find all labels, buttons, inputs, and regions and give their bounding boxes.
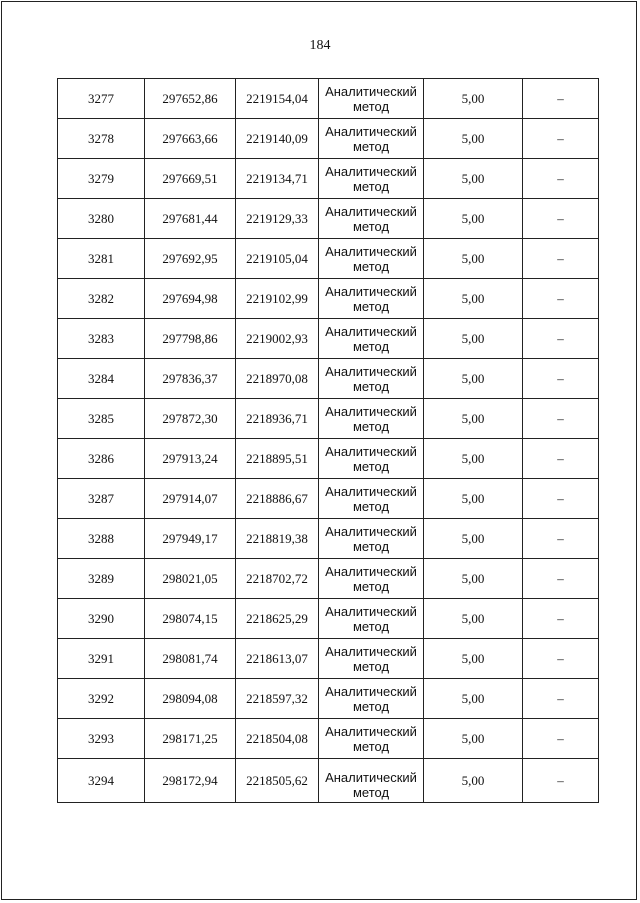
table-row [58, 79, 599, 119]
method-line1: Аналитический [325, 563, 417, 579]
table-row [58, 279, 599, 319]
method-cell [319, 599, 424, 639]
y-coordinate-cell: 2218597,32 [236, 679, 319, 719]
point-id-cell: 3289 [58, 559, 145, 599]
table-row [58, 199, 599, 239]
y-coordinate-cell: 2219154,04 [236, 79, 319, 119]
x-coordinate-cell: 298021,05 [145, 559, 236, 599]
method-cell [319, 519, 424, 559]
y-coordinate-cell: 2219129,33 [236, 199, 319, 239]
method-cell [319, 679, 424, 719]
point-id-cell: 3278 [58, 119, 145, 159]
method-cell [319, 279, 424, 319]
method-line2: метод [352, 578, 390, 594]
table-row [58, 599, 599, 639]
error-cell: 5,00 [424, 679, 523, 719]
method-cell [319, 159, 424, 199]
table-row [58, 359, 599, 399]
method-line2: метод [352, 458, 390, 474]
note-cell: – [523, 719, 599, 759]
error-cell: 5,00 [424, 639, 523, 679]
y-coordinate-cell: 2218886,67 [236, 479, 319, 519]
method-line1: Аналитический [325, 363, 417, 379]
error-cell: 5,00 [424, 199, 523, 239]
method-line2: метод [352, 498, 390, 514]
x-coordinate-cell: 297914,07 [145, 479, 236, 519]
point-id-cell: 3291 [58, 639, 145, 679]
point-id-cell: 3279 [58, 159, 145, 199]
table-row [58, 559, 599, 599]
method-line1: Аналитический [325, 769, 417, 785]
method-cell [319, 359, 424, 399]
method-cell [319, 479, 424, 519]
error-cell: 5,00 [424, 239, 523, 279]
method-line1: Аналитический [325, 83, 417, 99]
method-line1: Аналитический [325, 243, 417, 259]
method-line2: метод [352, 418, 390, 434]
y-coordinate-cell: 2218936,71 [236, 399, 319, 439]
x-coordinate-cell: 297798,86 [145, 319, 236, 359]
note-cell: – [523, 79, 599, 119]
y-coordinate-cell: 2219102,99 [236, 279, 319, 319]
method-line1: Аналитический [325, 163, 417, 179]
method-cell [319, 79, 424, 119]
point-id-cell: 3282 [58, 279, 145, 319]
note-cell: – [523, 759, 599, 803]
y-coordinate-cell: 2219134,71 [236, 159, 319, 199]
table-row [58, 319, 599, 359]
method-line1: Аналитический [325, 203, 417, 219]
y-coordinate-cell: 2218625,29 [236, 599, 319, 639]
table-row [58, 719, 599, 759]
table-row [58, 639, 599, 679]
note-cell: – [523, 679, 599, 719]
method-cell [319, 119, 424, 159]
error-cell: 5,00 [424, 319, 523, 359]
method-cell [319, 319, 424, 359]
error-cell: 5,00 [424, 79, 523, 119]
x-coordinate-cell: 297669,51 [145, 159, 236, 199]
method-line2: метод [352, 738, 390, 754]
method-line1: Аналитический [325, 403, 417, 419]
point-id-cell: 3286 [58, 439, 145, 479]
table-row [58, 679, 599, 719]
x-coordinate-cell: 297663,66 [145, 119, 236, 159]
method-line1: Аналитический [325, 323, 417, 339]
point-id-cell: 3294 [58, 759, 145, 803]
point-id-cell: 3290 [58, 599, 145, 639]
point-id-cell: 3280 [58, 199, 145, 239]
method-line1: Аналитический [325, 123, 417, 139]
error-cell: 5,00 [424, 759, 523, 803]
method-line2: метод [352, 298, 390, 314]
error-cell: 5,00 [424, 159, 523, 199]
x-coordinate-cell: 297872,30 [145, 399, 236, 439]
note-cell: – [523, 439, 599, 479]
y-coordinate-cell: 2218504,08 [236, 719, 319, 759]
table-row [58, 159, 599, 199]
error-cell: 5,00 [424, 719, 523, 759]
method-line1: Аналитический [325, 643, 417, 659]
note-cell: – [523, 279, 599, 319]
point-id-cell: 3283 [58, 319, 145, 359]
table-row [58, 239, 599, 279]
x-coordinate-cell: 297913,24 [145, 439, 236, 479]
table-body [58, 79, 599, 803]
error-cell: 5,00 [424, 279, 523, 319]
error-cell: 5,00 [424, 519, 523, 559]
point-id-cell: 3285 [58, 399, 145, 439]
method-line1: Аналитический [325, 443, 417, 459]
method-line1: Аналитический [325, 723, 417, 739]
note-cell: – [523, 559, 599, 599]
method-line2: метод [352, 378, 390, 394]
error-cell: 5,00 [424, 559, 523, 599]
method-line2: метод [352, 138, 390, 154]
y-coordinate-cell: 2218819,38 [236, 519, 319, 559]
method-cell [319, 759, 424, 803]
method-line2: метод [352, 338, 390, 354]
method-cell [319, 439, 424, 479]
method-cell [319, 639, 424, 679]
table-row [58, 479, 599, 519]
point-id-cell: 3292 [58, 679, 145, 719]
error-cell: 5,00 [424, 599, 523, 639]
table-row [58, 519, 599, 559]
coordinates-table [57, 78, 599, 803]
method-cell [319, 399, 424, 439]
note-cell: – [523, 399, 599, 439]
point-id-cell: 3284 [58, 359, 145, 399]
method-line2: метод [352, 784, 390, 800]
error-cell: 5,00 [424, 479, 523, 519]
y-coordinate-cell: 2218505,62 [236, 759, 319, 803]
error-cell: 5,00 [424, 359, 523, 399]
method-line2: метод [352, 658, 390, 674]
y-coordinate-cell: 2219140,09 [236, 119, 319, 159]
note-cell: – [523, 599, 599, 639]
table-row [58, 439, 599, 479]
x-coordinate-cell: 297694,98 [145, 279, 236, 319]
method-cell [319, 559, 424, 599]
method-line1: Аналитический [325, 283, 417, 299]
method-line2: метод [352, 218, 390, 234]
y-coordinate-cell: 2218702,72 [236, 559, 319, 599]
note-cell: – [523, 119, 599, 159]
y-coordinate-cell: 2218613,07 [236, 639, 319, 679]
x-coordinate-cell: 298074,15 [145, 599, 236, 639]
point-id-cell: 3281 [58, 239, 145, 279]
note-cell: – [523, 479, 599, 519]
method-line1: Аналитический [325, 523, 417, 539]
method-cell [319, 239, 424, 279]
x-coordinate-cell: 297652,86 [145, 79, 236, 119]
method-line2: метод [352, 258, 390, 274]
note-cell: – [523, 199, 599, 239]
method-line1: Аналитический [325, 483, 417, 499]
method-line2: метод [352, 538, 390, 554]
method-cell [319, 199, 424, 239]
point-id-cell: 3293 [58, 719, 145, 759]
y-coordinate-cell: 2219105,04 [236, 239, 319, 279]
x-coordinate-cell: 298094,08 [145, 679, 236, 719]
error-cell: 5,00 [424, 119, 523, 159]
note-cell: – [523, 359, 599, 399]
x-coordinate-cell: 298172,94 [145, 759, 236, 803]
note-cell: – [523, 639, 599, 679]
x-coordinate-cell: 297692,95 [145, 239, 236, 279]
note-cell: – [523, 519, 599, 559]
point-id-cell: 3287 [58, 479, 145, 519]
x-coordinate-cell: 298171,25 [145, 719, 236, 759]
x-coordinate-cell: 298081,74 [145, 639, 236, 679]
point-id-cell: 3277 [58, 79, 145, 119]
method-line1: Аналитический [325, 603, 417, 619]
method-line2: метод [352, 178, 390, 194]
method-line2: метод [352, 98, 390, 114]
point-id-cell: 3288 [58, 519, 145, 559]
error-cell: 5,00 [424, 399, 523, 439]
y-coordinate-cell: 2219002,93 [236, 319, 319, 359]
page-number: 184 [309, 38, 331, 53]
table-row [58, 759, 599, 803]
table-row [58, 119, 599, 159]
note-cell: – [523, 239, 599, 279]
method-line1: Аналитический [325, 683, 417, 699]
x-coordinate-cell: 297836,37 [145, 359, 236, 399]
method-cell [319, 719, 424, 759]
x-coordinate-cell: 297681,44 [145, 199, 236, 239]
y-coordinate-cell: 2218970,08 [236, 359, 319, 399]
method-line2: метод [352, 698, 390, 714]
note-cell: – [523, 159, 599, 199]
method-line2: метод [352, 618, 390, 634]
note-cell: – [523, 319, 599, 359]
x-coordinate-cell: 297949,17 [145, 519, 236, 559]
y-coordinate-cell: 2218895,51 [236, 439, 319, 479]
table-row [58, 399, 599, 439]
error-cell: 5,00 [424, 439, 523, 479]
